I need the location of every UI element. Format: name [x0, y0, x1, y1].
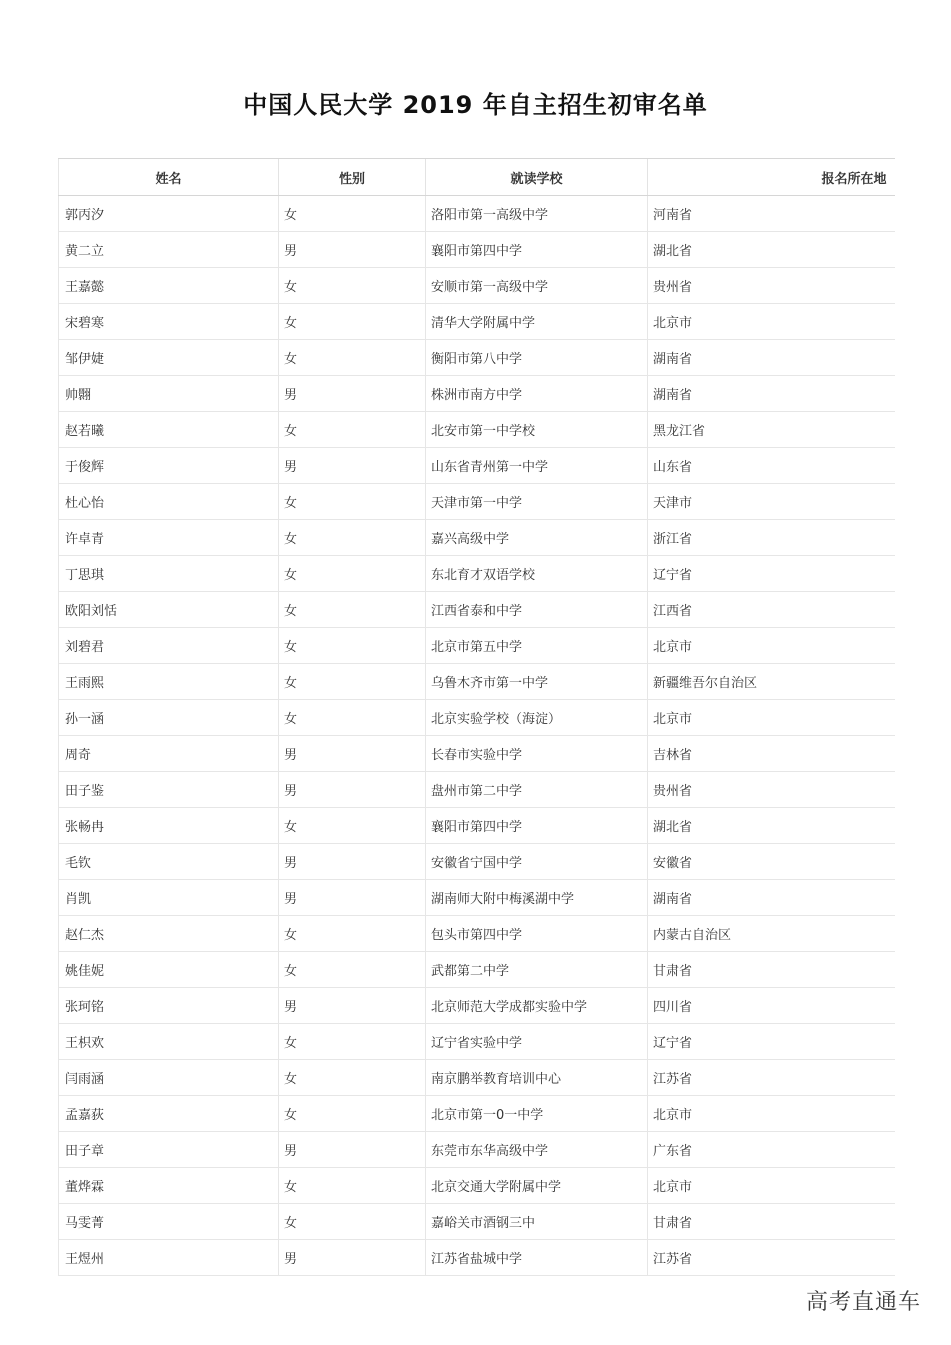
column-header-name: 姓名	[59, 159, 279, 196]
cell-gender: 女	[279, 340, 426, 376]
cell-school: 衡阳市第八中学	[426, 340, 648, 376]
cell-region: 山东省	[648, 448, 895, 484]
cell-region: 贵州省	[648, 772, 895, 808]
cell-region: 安徽省	[648, 844, 895, 880]
cell-school: 江苏省盐城中学	[426, 1240, 648, 1276]
cell-gender: 男	[279, 880, 426, 916]
cell-region: 辽宁省	[648, 556, 895, 592]
cell-school: 江西省泰和中学	[426, 592, 648, 628]
cell-name: 宋碧寒	[59, 304, 279, 340]
table-body	[59, 196, 895, 1276]
table-row	[59, 988, 895, 1024]
cell-gender: 男	[279, 376, 426, 412]
cell-name: 王煜州	[59, 1240, 279, 1276]
cell-region: 甘肃省	[648, 952, 895, 988]
table-row	[59, 1096, 895, 1132]
cell-gender: 女	[279, 1096, 426, 1132]
table-row	[59, 484, 895, 520]
cell-school: 清华大学附属中学	[426, 304, 648, 340]
table-row	[59, 700, 895, 736]
document-title: 中国人民大学 2019 年自主招生初审名单	[243, 91, 708, 119]
cell-region: 辽宁省	[648, 1024, 895, 1060]
cell-gender: 女	[279, 808, 426, 844]
cell-school: 嘉峪关市酒钢三中	[426, 1204, 648, 1240]
cell-gender: 男	[279, 736, 426, 772]
table-row	[59, 844, 895, 880]
cell-school: 包头市第四中学	[426, 916, 648, 952]
cell-gender: 男	[279, 772, 426, 808]
table-row	[59, 232, 895, 268]
cell-gender: 男	[279, 988, 426, 1024]
cell-school: 安顺市第一高级中学	[426, 268, 648, 304]
cell-gender: 男	[279, 448, 426, 484]
table-row	[59, 916, 895, 952]
cell-gender: 女	[279, 916, 426, 952]
cell-school: 襄阳市第四中学	[426, 808, 648, 844]
cell-school: 北京实验学校（海淀）	[426, 700, 648, 736]
table-row	[59, 1240, 895, 1276]
cell-name: 孙一涵	[59, 700, 279, 736]
cell-gender: 女	[279, 196, 426, 232]
cell-school: 襄阳市第四中学	[426, 232, 648, 268]
cell-school: 武都第二中学	[426, 952, 648, 988]
cell-region: 北京市	[648, 628, 895, 664]
table-row	[59, 340, 895, 376]
cell-region: 新疆维吾尔自治区	[648, 664, 895, 700]
table-row	[59, 880, 895, 916]
table-header	[59, 159, 895, 196]
cell-gender: 女	[279, 1168, 426, 1204]
cell-name: 王枳欢	[59, 1024, 279, 1060]
cell-name: 王嘉懿	[59, 268, 279, 304]
cell-school: 乌鲁木齐市第一中学	[426, 664, 648, 700]
cell-name: 董烨霖	[59, 1168, 279, 1204]
cell-school: 天津市第一中学	[426, 484, 648, 520]
cell-gender: 女	[279, 412, 426, 448]
table-row	[59, 952, 895, 988]
cell-region: 湖南省	[648, 376, 895, 412]
cell-gender: 男	[279, 1132, 426, 1168]
table-row	[59, 628, 895, 664]
cell-name: 孟嘉荻	[59, 1096, 279, 1132]
cell-name: 邹伊婕	[59, 340, 279, 376]
watermark-text: 高考直通车	[805, 1290, 921, 1315]
table-row	[59, 412, 895, 448]
cell-name: 赵仁杰	[59, 916, 279, 952]
cell-region: 浙江省	[648, 520, 895, 556]
table-row	[59, 592, 895, 628]
cell-name: 郭丙汐	[59, 196, 279, 232]
table-row	[59, 808, 895, 844]
cell-region: 湖南省	[648, 880, 895, 916]
cell-region: 天津市	[648, 484, 895, 520]
cell-name: 姚佳妮	[59, 952, 279, 988]
cell-region: 吉林省	[648, 736, 895, 772]
column-header-school: 就读学校	[426, 159, 648, 196]
cell-name: 帅翾	[59, 376, 279, 412]
cell-name: 马雯菁	[59, 1204, 279, 1240]
cell-gender: 女	[279, 268, 426, 304]
cell-school: 嘉兴高级中学	[426, 520, 648, 556]
cell-region: 黑龙江省	[648, 412, 895, 448]
cell-school: 长春市实验中学	[426, 736, 648, 772]
table-row	[59, 520, 895, 556]
header-row	[59, 159, 895, 196]
cell-gender: 女	[279, 556, 426, 592]
cell-gender: 男	[279, 1240, 426, 1276]
table-row	[59, 1132, 895, 1168]
cell-gender: 女	[279, 1204, 426, 1240]
cell-gender: 女	[279, 664, 426, 700]
cell-name: 张珂铭	[59, 988, 279, 1024]
table-row	[59, 304, 895, 340]
cell-school: 盘州市第二中学	[426, 772, 648, 808]
cell-region: 广东省	[648, 1132, 895, 1168]
cell-school: 辽宁省实验中学	[426, 1024, 648, 1060]
cell-gender: 女	[279, 304, 426, 340]
cell-region: 北京市	[648, 1096, 895, 1132]
cell-region: 贵州省	[648, 268, 895, 304]
cell-region: 江苏省	[648, 1240, 895, 1276]
cell-region: 湖南省	[648, 340, 895, 376]
cell-name: 张畅冉	[59, 808, 279, 844]
table-row	[59, 376, 895, 412]
cell-region: 湖北省	[648, 232, 895, 268]
cell-name: 刘碧君	[59, 628, 279, 664]
cell-name: 黄二立	[59, 232, 279, 268]
cell-school: 北京交通大学附属中学	[426, 1168, 648, 1204]
cell-school: 山东省青州第一中学	[426, 448, 648, 484]
cell-name: 杜心怡	[59, 484, 279, 520]
cell-region: 江西省	[648, 592, 895, 628]
cell-school: 东北育才双语学校	[426, 556, 648, 592]
cell-school: 北京市第五中学	[426, 628, 648, 664]
cell-gender: 女	[279, 700, 426, 736]
table-row	[59, 1024, 895, 1060]
cell-region: 湖北省	[648, 808, 895, 844]
cell-school: 南京鹏举教育培训中心	[426, 1060, 648, 1096]
cell-name: 欧阳刘恬	[59, 592, 279, 628]
cell-name: 赵若曦	[59, 412, 279, 448]
cell-gender: 女	[279, 520, 426, 556]
cell-school: 东莞市东华高级中学	[426, 1132, 648, 1168]
cell-school: 北安市第一中学校	[426, 412, 648, 448]
cell-region: 北京市	[648, 1168, 895, 1204]
cell-region: 北京市	[648, 700, 895, 736]
cell-region: 北京市	[648, 304, 895, 340]
table-row	[59, 1168, 895, 1204]
cell-school: 洛阳市第一高级中学	[426, 196, 648, 232]
column-header-region: 报名所在地	[648, 159, 895, 196]
cell-gender: 男	[279, 232, 426, 268]
cell-name: 毛钦	[59, 844, 279, 880]
cell-name: 许卓青	[59, 520, 279, 556]
table-row	[59, 556, 895, 592]
table-row	[59, 268, 895, 304]
admission-list-table	[58, 158, 895, 1276]
cell-school: 北京市第一0一中学	[426, 1096, 648, 1132]
cell-name: 王雨熙	[59, 664, 279, 700]
cell-school: 株洲市南方中学	[426, 376, 648, 412]
cell-gender: 女	[279, 484, 426, 520]
cell-gender: 女	[279, 1024, 426, 1060]
cell-school: 湖南师大附中梅溪湖中学	[426, 880, 648, 916]
cell-name: 周奇	[59, 736, 279, 772]
table-row	[59, 1204, 895, 1240]
cell-region: 江苏省	[648, 1060, 895, 1096]
cell-school: 北京师范大学成都实验中学	[426, 988, 648, 1024]
cell-name: 丁思琪	[59, 556, 279, 592]
cell-region: 甘肃省	[648, 1204, 895, 1240]
cell-name: 于俊辉	[59, 448, 279, 484]
cell-name: 肖凯	[59, 880, 279, 916]
cell-name: 田子鉴	[59, 772, 279, 808]
cell-gender: 女	[279, 628, 426, 664]
table-row	[59, 736, 895, 772]
cell-gender: 女	[279, 1060, 426, 1096]
cell-name: 田子章	[59, 1132, 279, 1168]
table-row	[59, 664, 895, 700]
cell-region: 四川省	[648, 988, 895, 1024]
cell-gender: 男	[279, 844, 426, 880]
table-row	[59, 448, 895, 484]
cell-name: 闫雨涵	[59, 1060, 279, 1096]
table-row	[59, 772, 895, 808]
cell-school: 安徽省宁国中学	[426, 844, 648, 880]
column-header-gender: 性别	[279, 159, 426, 196]
table-row	[59, 1060, 895, 1096]
cell-region: 内蒙古自治区	[648, 916, 895, 952]
table-row	[59, 196, 895, 232]
cell-gender: 女	[279, 592, 426, 628]
cell-region: 河南省	[648, 196, 895, 232]
cell-gender: 女	[279, 952, 426, 988]
